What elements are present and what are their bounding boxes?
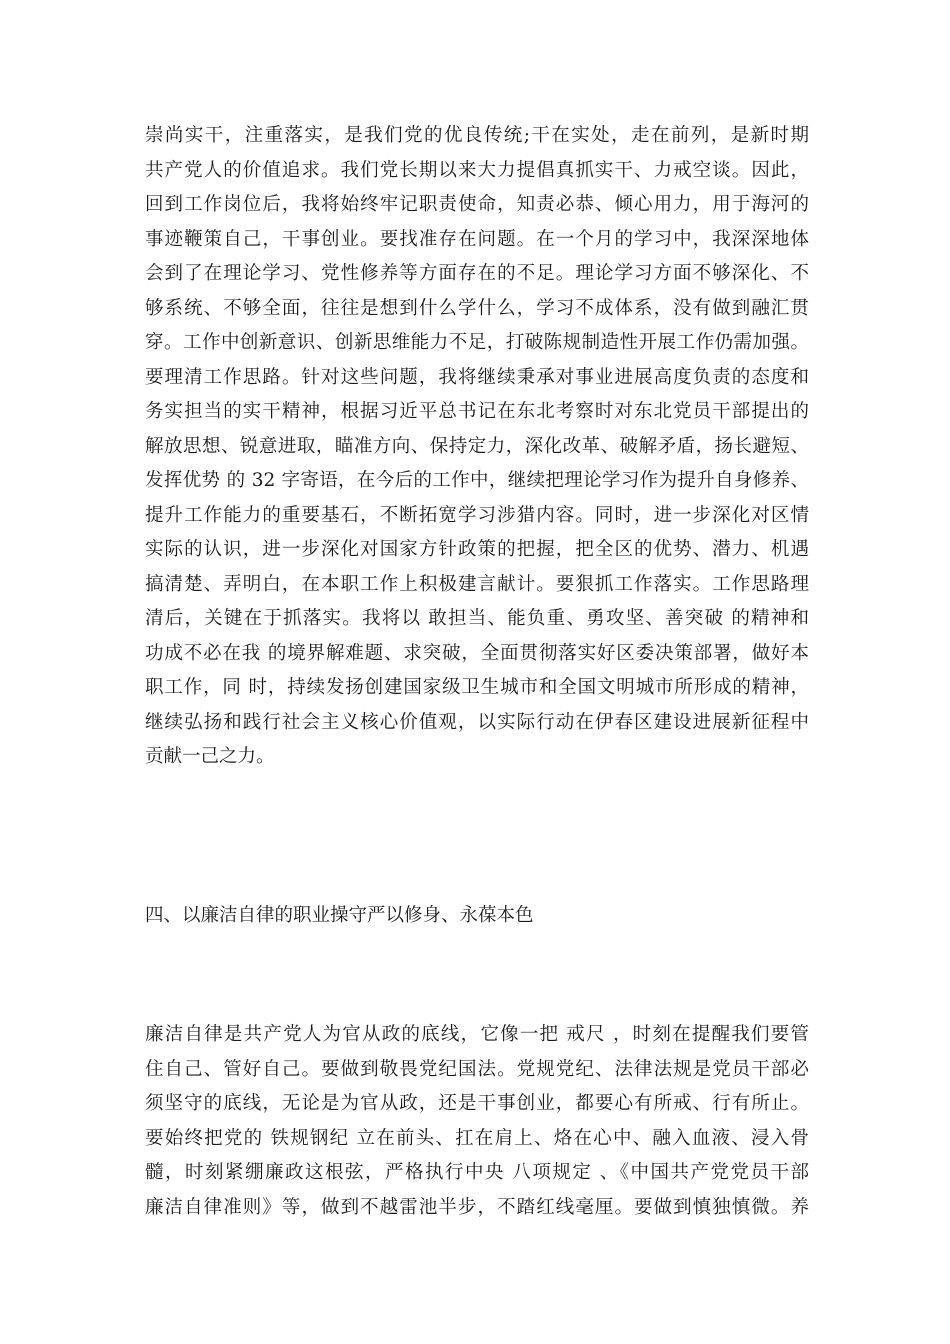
text-line: 住自己、管好自己。要做到敬畏党纪国法。党规党纪、法律法规是党员干部必 — [145, 1058, 809, 1080]
text-line: 崇尚实干，注重落实，是我们党的优良传统;干在实处，走在前列，是新时期 — [145, 125, 809, 146]
text-line: 清后，关键在于抓落实。我将以 敢担当、能负重、勇攻坚、善突破 的精神和 — [145, 608, 809, 629]
text-line: 髓，时刻紧绷廉政这根弦，严格执行中央 八项规定 、《中国共产党党员干部 — [145, 1162, 809, 1183]
text-line: 够系统、不够全面，往往是想到什么学什么，学习不成体系，没有做到融汇贯 — [145, 297, 809, 319]
text-line: 解放思想、锐意进取，瞄准方向、保持定力，深化改革、破解矛盾，扬长避短、 — [145, 435, 809, 457]
text-line: 贡献一己之力。 — [145, 746, 275, 767]
text-line: 会到了在理论学习、党性修养等方面存在的不足。理论学习方面不够深化、不 — [145, 263, 809, 284]
section-heading — [145, 899, 809, 934]
text-line: 回到工作岗位后，我将始终牢记职责使命，知责必恭、倾心用力，用于海河的 — [145, 194, 809, 215]
paragraph-practical-work — [145, 119, 809, 775]
text-line: 廉洁自律准则》等，做到不越雷池半步，不踏红线毫厘。要做到慎独慎微。养 — [145, 1196, 809, 1218]
text-line: 职工作，同 时，持续发扬创建国家级卫生城市和全国文明城市所形成的精神， — [145, 677, 809, 698]
text-line: 须坚守的底线，无论是为官从政，还是干事创业，都要心有所戒、行有所止。 — [145, 1093, 809, 1114]
text-line: 共产党人的价值追求。我们党长期以来大力提倡真抓实干、力戒空谈。因此， — [145, 159, 809, 181]
text-line: 事迹鞭策自己，干事创业。要找准存在问题。在一个月的学习中，我深深地体 — [145, 228, 809, 250]
text-line: 穿。工作中创新意识、创新思维能力不足，打破陈规制造性开展工作仍需加强。 — [145, 332, 809, 353]
text-line: 功成不必在我 的境界解难题、求突破，全面贯彻落实好区委决策部署，做好本 — [145, 642, 809, 664]
text-line: 务实担当的实干精神，根据习近平总书记在东北考察时对东北党员干部提出的 — [145, 401, 809, 422]
paragraph-integrity — [145, 1018, 809, 1225]
text-line: 要理清工作思路。针对这些问题，我将继续秉承对事业进展高度负责的态度和 — [145, 366, 809, 388]
text-line: 发挥优势 的 32 字寄语，在今后的工作中，继续把理论学习作为提升自身修养、 — [145, 470, 809, 491]
text-line: 廉洁自律是共产党人为官从政的底线，它像一把 戒尺 ，时刻在提醒我们要管 — [145, 1024, 809, 1045]
text-line: 实际的认识，进一步深化对国家方针政策的把握，把全区的优势、潜力、机遇 — [145, 539, 809, 560]
section-heading-text: 四、以廉洁自律的职业操守严以修身、永葆本色 — [145, 905, 534, 926]
text-line: 搞清楚、弄明白，在本职工作上积极建言献计。要狠抓工作落实。工作思路理 — [145, 573, 809, 595]
text-line: 要始终把党的 铁规钢纪 立在前头、扛在肩上、烙在心中、融入血液、浸入骨 — [145, 1127, 809, 1149]
text-line: 提升工作能力的重要基石，不断拓宽学习涉猎内容。同时，进一步深化对区情 — [145, 504, 809, 526]
text-line: 继续弘扬和践行社会主义核心价值观，以实际行动在伊春区建设进展新征程中 — [145, 711, 809, 733]
